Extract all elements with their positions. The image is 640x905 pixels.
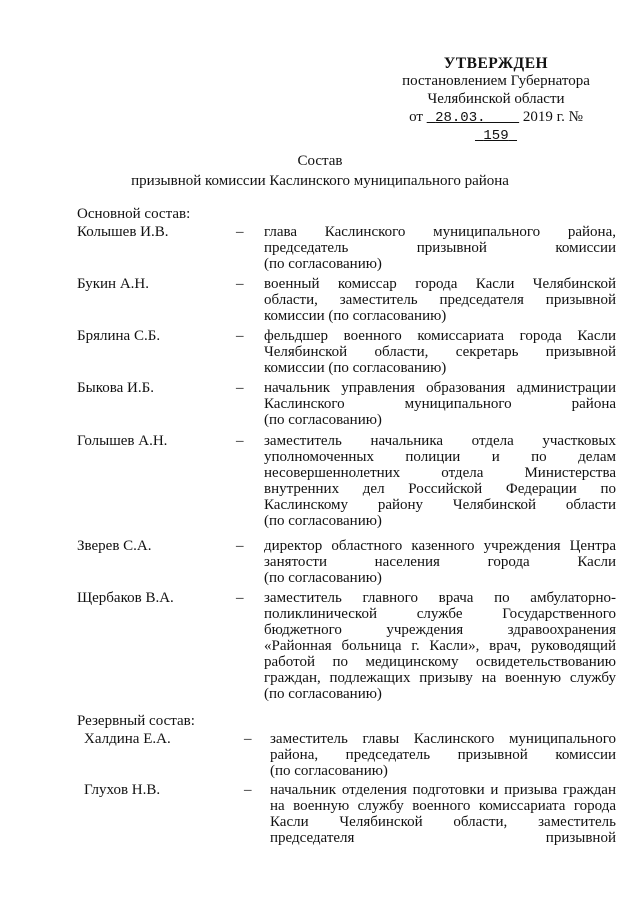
title-line-1: Состав <box>297 153 343 169</box>
position-line: граждан, подлежащих призыву на военную службу <box>264 670 616 686</box>
main-section-label: Основной состав: <box>77 206 191 222</box>
member-position <box>264 276 616 324</box>
position-line: «Районная больница г. Касли», врач, руководящий <box>264 638 616 654</box>
member-position <box>264 433 616 529</box>
decree-number: 159 <box>483 128 509 144</box>
member-name: Халдина Е.А. <box>84 731 171 747</box>
position-line: (по согласованию) <box>264 256 382 272</box>
position-line: директор областного казенного учреждения Центра <box>264 538 616 554</box>
member-position <box>270 731 616 779</box>
member-dash: – <box>244 731 252 747</box>
member-name: Колышев И.В. <box>77 224 169 240</box>
member-dash: – <box>236 433 244 449</box>
member-name: Быкова И.Б. <box>77 380 154 396</box>
reserve-section-label: Резервный состав: <box>77 713 195 729</box>
position-line: (по согласованию) <box>264 513 382 529</box>
member-position <box>264 224 616 272</box>
position-line: военный комиссар города Касли Челябинской <box>264 276 616 292</box>
position-line: на военную службу военного комиссариата города <box>270 798 616 814</box>
member-name: Букин А.Н. <box>77 276 149 292</box>
position-line: бюджетного учреждения здравоохранения <box>264 622 616 638</box>
position-line: заместитель главы Каслинского муниципального <box>270 731 616 747</box>
position-line: фельдшер военного комиссариата города Касли <box>264 328 616 344</box>
position-line: председателя призывной <box>270 830 616 846</box>
member-dash: – <box>244 782 252 798</box>
position-line: председатель призывной комиссии <box>264 240 616 256</box>
year-text: 2019 г. № <box>522 109 583 125</box>
date-value: 28.03. <box>435 110 486 126</box>
member-dash: – <box>236 276 244 292</box>
member-name: Голышев А.Н. <box>77 433 168 449</box>
position-line: поликлинической службе Государственного <box>264 606 616 622</box>
position-line: Каслинскому району Челябинской области <box>264 497 616 513</box>
position-line: Касли Челябинской области, заместитель <box>270 814 616 830</box>
document-title <box>0 153 640 190</box>
member-position <box>264 538 616 586</box>
member-dash: – <box>236 224 244 240</box>
position-line: уполномоченных полиции и по делам <box>264 449 616 465</box>
position-line: комиссии (по согласованию) <box>264 308 447 324</box>
member-name: Зверев С.А. <box>77 538 152 554</box>
position-line: (по согласованию) <box>270 763 388 779</box>
position-line: заместитель главного врача по амбулаторно- <box>264 590 616 606</box>
position-line: начальник управления образования администрации <box>264 380 616 396</box>
position-line: работой по медицинскому освидетельствованию <box>264 654 616 670</box>
approval-line-1: постановлением Губернатора <box>402 73 590 89</box>
position-line: (по согласованию) <box>264 686 382 702</box>
member-name: Брялина С.Б. <box>77 328 161 344</box>
member-dash: – <box>236 590 244 606</box>
member-dash: – <box>236 538 244 554</box>
position-line: района, председатель призывной комиссии <box>270 747 616 763</box>
approval-heading: УТВЕРЖДЕН <box>443 55 549 72</box>
approval-line-2: Челябинской области <box>427 91 565 107</box>
position-line: заместитель начальника отдела участковых <box>264 433 616 449</box>
position-line: Каслинского муниципального района <box>264 396 616 412</box>
position-line: внутренних дел Российской Федерации по <box>264 481 616 497</box>
position-line: Челябинской области, секретарь призывной <box>264 344 616 360</box>
member-name: Глухов Н.В. <box>84 782 161 798</box>
member-position <box>264 590 616 702</box>
position-line: (по согласованию) <box>264 570 382 586</box>
member-dash: – <box>236 380 244 396</box>
member-position <box>264 380 616 428</box>
title-line-2: призывной комиссии Каслинского муниципального района <box>131 173 509 189</box>
position-line: занятости населения города Касли <box>264 554 616 570</box>
date-prefix: от <box>409 109 423 125</box>
member-dash: – <box>236 328 244 344</box>
position-line: глава Каслинского муниципального района, <box>264 224 616 240</box>
position-line: (по согласованию) <box>264 412 382 428</box>
position-line: несовершеннолетних отдела Министерства <box>264 465 616 481</box>
member-name: Щербаков В.А. <box>77 590 174 606</box>
position-line: области, заместитель председателя призывной <box>264 292 616 308</box>
member-position <box>270 782 616 846</box>
position-line: комиссии (по согласованию) <box>264 360 447 376</box>
approval-block <box>390 55 602 145</box>
position-line: начальник отделения подготовки и призыва граждан <box>270 782 616 798</box>
approval-date-line <box>390 109 602 145</box>
member-position <box>264 328 616 376</box>
